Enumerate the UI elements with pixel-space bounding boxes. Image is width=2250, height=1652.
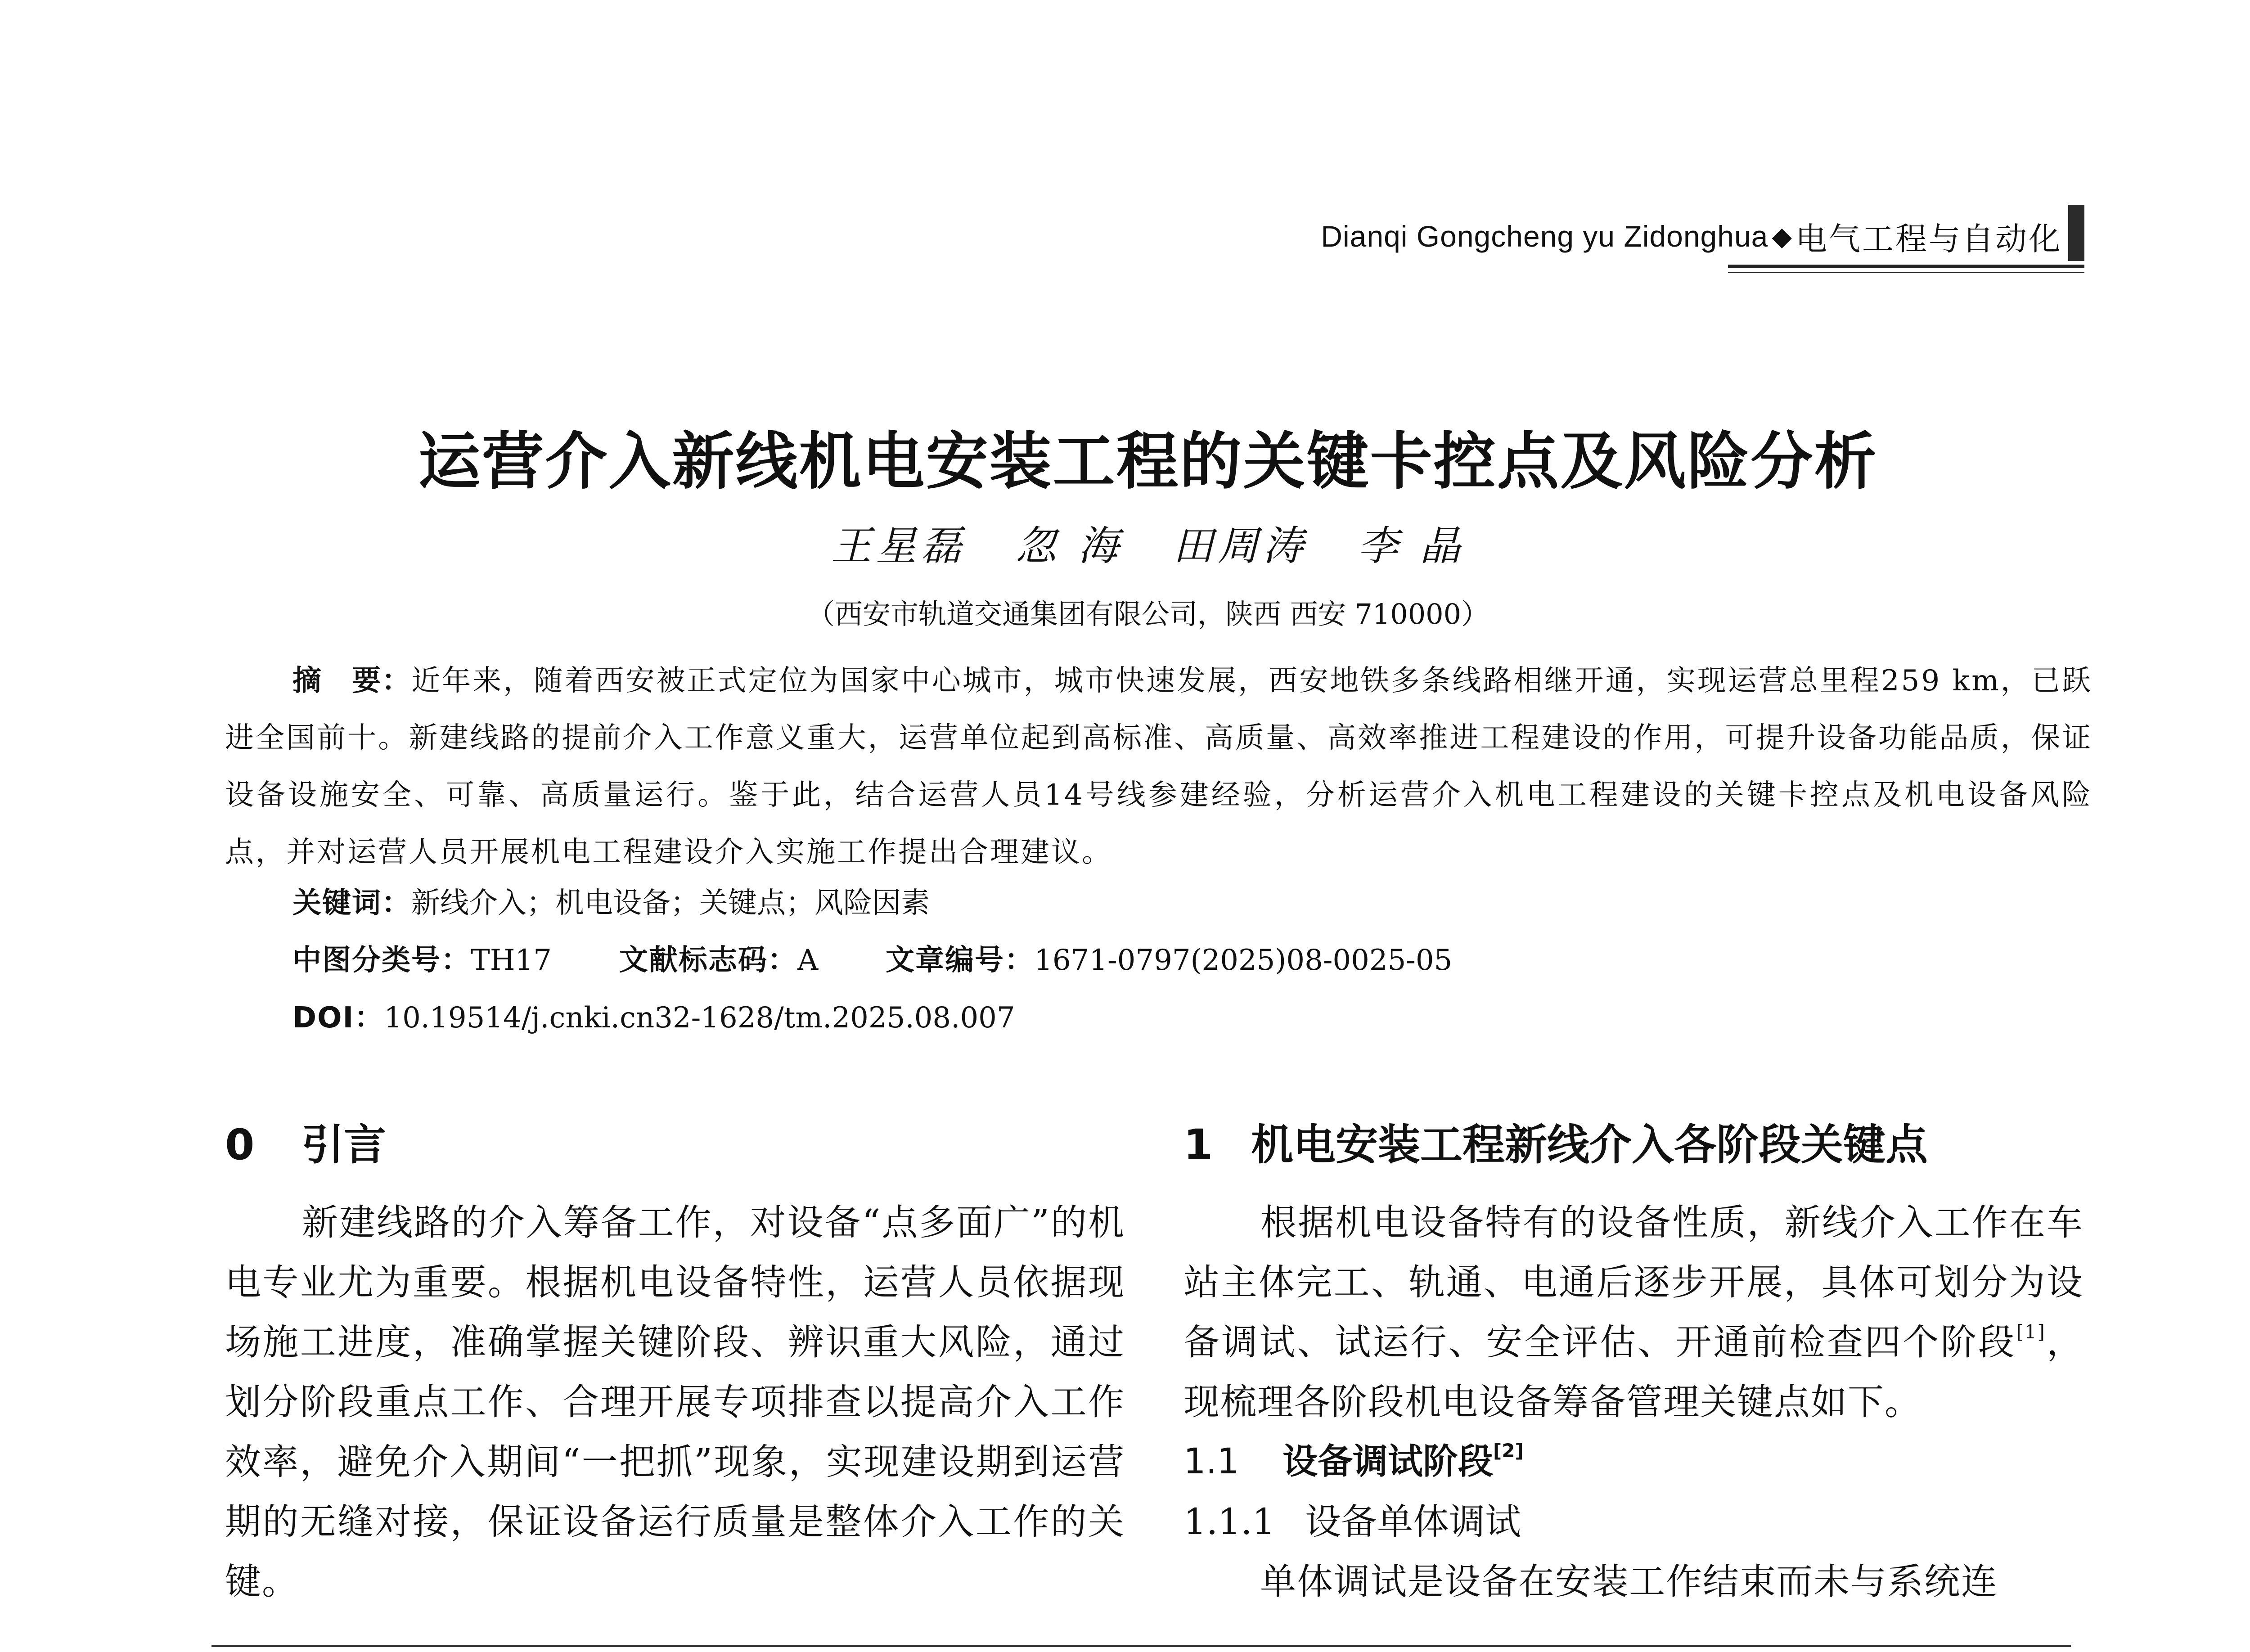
classification-line <box>292 937 1452 978</box>
section-number: 0 <box>225 1121 255 1170</box>
author: 李 晶 <box>1357 522 1465 570</box>
footer-rule <box>212 1645 2071 1647</box>
section-heading <box>1184 1112 2084 1179</box>
paper-title: 运营介入新线机电安装工程的关键卡控点及风险分析 <box>418 425 1878 498</box>
left-column <box>225 1112 1125 1611</box>
paragraph-text: 根据机电设备特有的设备性质，新线介入工作在车站主体完工、轨通、电通后逐步开展，具体可划分为设备调试、试运行、安全评估、开通前检查四个阶段 <box>1184 1202 2084 1363</box>
article-number-value: 1671-0797(2025)08-0025-05 <box>1034 944 1453 977</box>
keywords-line <box>292 880 930 921</box>
paragraph-text: 单体调试是设备在安装工作结束而未与系统连 <box>1260 1561 1998 1602</box>
abstract <box>225 653 2092 881</box>
subsubsection-title: 设备单体调试 <box>1305 1501 1521 1543</box>
header-bar <box>2068 205 2084 261</box>
journal-name: 电气工程与自动化 <box>1796 220 2062 257</box>
clc-value: TH17 <box>471 944 552 977</box>
citation-ref: [1] <box>2016 1321 2046 1343</box>
doi-line <box>292 995 1015 1036</box>
running-header <box>1321 212 2062 261</box>
journal-pinyin: Dianqi Gongcheng yu Zidonghua <box>1321 220 1768 253</box>
section-heading <box>225 1112 1125 1179</box>
subsection-title: 设备调试阶段 <box>1282 1441 1494 1482</box>
article-number-label: 文章编号： <box>886 944 1035 977</box>
subsection-heading <box>1184 1432 2084 1492</box>
doc-code-value: A <box>797 944 819 977</box>
subsubsection-heading <box>1184 1492 2084 1552</box>
author: 王星磊 <box>831 522 966 570</box>
abstract-text: 近年来，随着西安被正式定位为国家中心城市，城市快速发展，西安地铁多条线路相继开通，实现运营总里程259 km，已跃进全国前十。新建线路的提前介入工作意义重大，运营单位起到高标准、高质量、高效率推进工程建设的作用，可提升设备功能品质，保证设备设施安全、可靠、高质量运行。鉴于此，结合运营人员14号线参建经验，分析运营介入机电工程建设的关键卡控点及机电设备风险点，并对运营人员开展机电工程建设介入实施工作提出合理建议。 <box>225 664 2093 869</box>
keywords-label: 关键词： <box>292 887 411 920</box>
section-title: 机电安装工程新线介入各阶段关键点 <box>1251 1121 1928 1170</box>
keywords-text: 新线介入；机电设备；关键点；风险因素 <box>411 887 930 920</box>
subsection-number: 1.1 <box>1184 1441 1240 1482</box>
right-column <box>1184 1112 2084 1611</box>
header-rule-thin <box>1728 272 2084 273</box>
author: 田周涛 <box>1173 522 1308 570</box>
doi-value: 10.19514/j.cnki.cn32-1628/tm.2025.08.007 <box>384 1001 1015 1035</box>
diamond-icon: ◆ <box>1772 221 1792 252</box>
header-rule <box>1728 265 2084 268</box>
paragraph <box>1184 1193 2084 1432</box>
citation-ref: [2] <box>1493 1440 1524 1462</box>
author: 忽 海 <box>1016 522 1123 570</box>
section-number: 1 <box>1184 1121 1213 1170</box>
author-list <box>0 513 2250 572</box>
paragraph-text: 新建线路的介入筹备工作，对设备“点多面广”的机电专业尤为重要。根据机电设备特性，运营人员依据现场施工进度，准确掌握关键阶段、辨识重大风险，通过划分阶段重点工作、合理开展专项排查以提高介入工作效率，避免介入期间“一把抓”现象，实现建设期到运营期的无缝对接，保证设备运行质量是整体介入工作的关键。 <box>225 1202 1125 1602</box>
subsubsection-number: 1.1.1 <box>1184 1501 1275 1543</box>
paragraph <box>225 1193 1125 1611</box>
doi-label: DOI： <box>292 1001 384 1035</box>
clc-label: 中图分类号： <box>292 944 471 977</box>
paragraph-text: ，现梳理各阶段机电设备筹备管理关键点如下。 <box>1184 1321 2084 1423</box>
section-title: 引言 <box>302 1121 387 1170</box>
paragraph <box>1184 1552 2084 1611</box>
doc-code-label: 文献标志码： <box>619 944 797 977</box>
affiliation: （西安市轨道交通集团有限公司，陕西 西安 710000） <box>806 598 1490 630</box>
abstract-label: 摘 要： <box>292 664 412 698</box>
